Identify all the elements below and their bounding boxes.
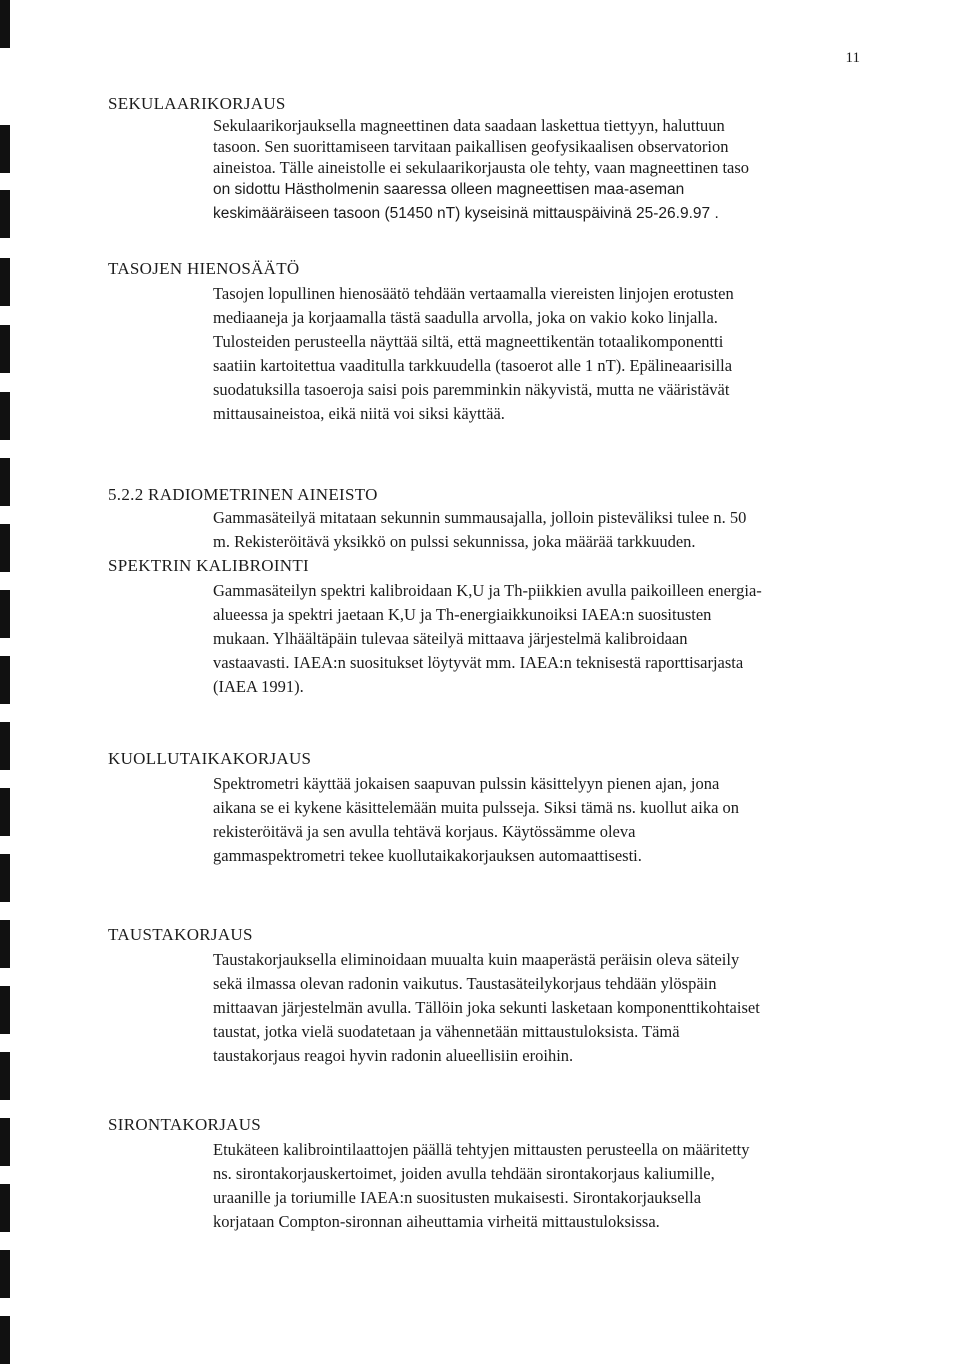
text-line: mittaavan järjestelmän avulla. Tällöin joka sekunti lasketaan komponenttikohtaiset: [213, 998, 760, 1017]
text-line: mittausaineistoa, eikä niitä voi siksi käyttää.: [213, 404, 505, 423]
section-heading: KUOLLUTAIKAKORJAUS: [108, 749, 312, 768]
section-sirontakorjaus: [108, 1114, 853, 1234]
section-heading: SEKULAARIKORJAUS: [108, 94, 286, 113]
text-line: aikana se ei kykene käsittelemään muita pulsseja. Siksi tämä ns. kuollut aika on: [213, 798, 740, 817]
text-line: Sekulaarikorjauksella magneettinen data saadaan laskettua tiettyyn, haluttuun: [213, 116, 725, 135]
section-heading: SIRONTAKORJAUS: [108, 1115, 262, 1134]
text-line: mediaaneja ja korjaamalla tästä saadulla arvolla, joka on vakio koko linjalla.: [213, 308, 718, 327]
text-line: uraanille ja toriumille IAEA:n suositusten mukaisesti. Sirontakorjauksella: [213, 1188, 702, 1207]
section-taustakorjaus: [108, 924, 853, 1068]
section-body: [213, 115, 853, 226]
text-line: Etukäteen kalibrointilaattojen päällä tehtyjen mittausten perusteella on määritetty: [213, 1140, 750, 1159]
text-line: gammaspektrometri tekee kuollutaikakorjauksen automaattisesti.: [213, 846, 642, 865]
text-line: Gammasäteilyn spektri kalibroidaan K,U ja Th-piikkien avulla paikoilleen energia-: [213, 581, 762, 600]
binding-mark: [0, 258, 10, 306]
text-line: saatiin kartoitettua vaaditulla tarkkuudella (tasoerot alle 1 nT). Epälineaarisilla: [213, 356, 733, 375]
text-line: mukaan. Ylhäältäpäin tulevaa säteilyä mittaava järjestelmä kalibroidaan: [213, 629, 688, 648]
binding-mark: [0, 0, 10, 48]
section-body: [213, 948, 853, 1068]
binding-mark: [0, 590, 10, 638]
text-line: taustakorjaus reagoi hyvin radonin alueellisiin eroihin.: [213, 1046, 574, 1065]
section-kuollutaikakorjaus: [108, 748, 853, 868]
page-number: 11: [845, 50, 860, 66]
text-line: Gammasäteilyä mitataan sekunnin summausajalla, jolloin pisteväliksi tulee n. 50: [213, 508, 747, 527]
binding-mark: [0, 1250, 10, 1298]
binding-mark: [0, 1052, 10, 1100]
binding-mark: [0, 920, 10, 968]
section-body: [213, 1138, 853, 1234]
text-line: ns. sirontakorjauskertoimet, joiden avulla tehdään sirontakorjaus kaliumille,: [213, 1164, 715, 1183]
section-sekulaarikorjaus: [108, 93, 853, 226]
text-line: sekä ilmassa olevan radonin vaikutus. Taustasäteilykorjaus tehdään ylöspäin: [213, 974, 717, 993]
section-body: [213, 506, 853, 554]
binding-mark: [0, 125, 10, 173]
section-spektrin-kalibrointi: [108, 555, 853, 699]
binding-mark: [0, 524, 10, 572]
text-line: Spektrometri käyttää jokaisen saapuvan pulssin käsittelyyn pienen ajan, jona: [213, 774, 720, 793]
binding-mark: [0, 392, 10, 440]
text-line: m. Rekisteröitävä yksikkö on pulssi sekunnissa, joka määrää tarkkuuden.: [213, 532, 696, 551]
section-radiometrinen-aineisto: [108, 484, 853, 554]
text-line: (IAEA 1991).: [213, 677, 304, 696]
text-line: alueessa ja spektri jaetaan K,U ja Th-energiaikkunoiksi IAEA:n suositusten: [213, 605, 712, 624]
binding-mark: [0, 1184, 10, 1232]
text-line: on sidottu Hästholmenin saaressa olleen magneettisen maa-aseman: [213, 181, 685, 198]
binding-mark: [0, 854, 10, 902]
text-line: keskimääräiseen tasoon (51450 nT) kyseisinä mittauspäivinä 25-26.9.97 .: [213, 205, 719, 222]
binding-marks: [0, 0, 12, 1357]
text-line: korjataan Compton-sironnan aiheuttamia virheitä mittaustuloksissa.: [213, 1212, 660, 1231]
binding-mark: [0, 986, 10, 1034]
binding-mark: [0, 190, 10, 238]
binding-mark: [0, 325, 10, 373]
section-body: [213, 579, 853, 699]
text-line: Tulosteiden perusteella näyttää siltä, että magneettikentän totaalikomponentti: [213, 332, 724, 351]
text-line: taustat, jotka vielä suodatetaan ja vähennetään mittaustuloksista. Tämä: [213, 1022, 680, 1041]
section-heading: 5.2.2 RADIOMETRINEN AINEISTO: [108, 485, 378, 504]
binding-mark: [0, 722, 10, 770]
text-line: vastaavasti. IAEA:n suositukset löytyvät mm. IAEA:n teknisestä raporttisarjasta: [213, 653, 744, 672]
binding-mark: [0, 656, 10, 704]
text-line: aineistoa. Tälle aineistolle ei sekulaarikorjausta ole tehty, vaan magneettinen taso: [213, 158, 750, 177]
text-line: suodatuksilla tasoeroja saisi pois paremminkin näkyvistä, mutta ne vääristävät: [213, 380, 730, 399]
section-heading: SPEKTRIN KALIBROINTI: [108, 556, 310, 575]
text-line: tasoon. Sen suorittamiseen tarvitaan paikallisen geofysikaalisen observatorion: [213, 137, 729, 156]
section-body: [213, 282, 853, 426]
section-body: [213, 772, 853, 868]
section-tasojen-hienosaato: [108, 258, 853, 426]
binding-mark: [0, 1118, 10, 1166]
section-heading: TAUSTAKORJAUS: [108, 925, 253, 944]
binding-mark: [0, 458, 10, 506]
binding-mark: [0, 788, 10, 836]
text-line: Taustakorjauksella eliminoidaan muualta kuin maaperästä peräisin oleva säteily: [213, 950, 740, 969]
section-heading: TASOJEN HIENOSÄÄTÖ: [108, 259, 300, 278]
text-line: Tasojen lopullinen hienosäätö tehdään vertaamalla viereisten linjojen erotusten: [213, 284, 734, 303]
text-line: rekisteröitävä ja sen avulla tehtävä korjaus. Käytössämme oleva: [213, 822, 636, 841]
